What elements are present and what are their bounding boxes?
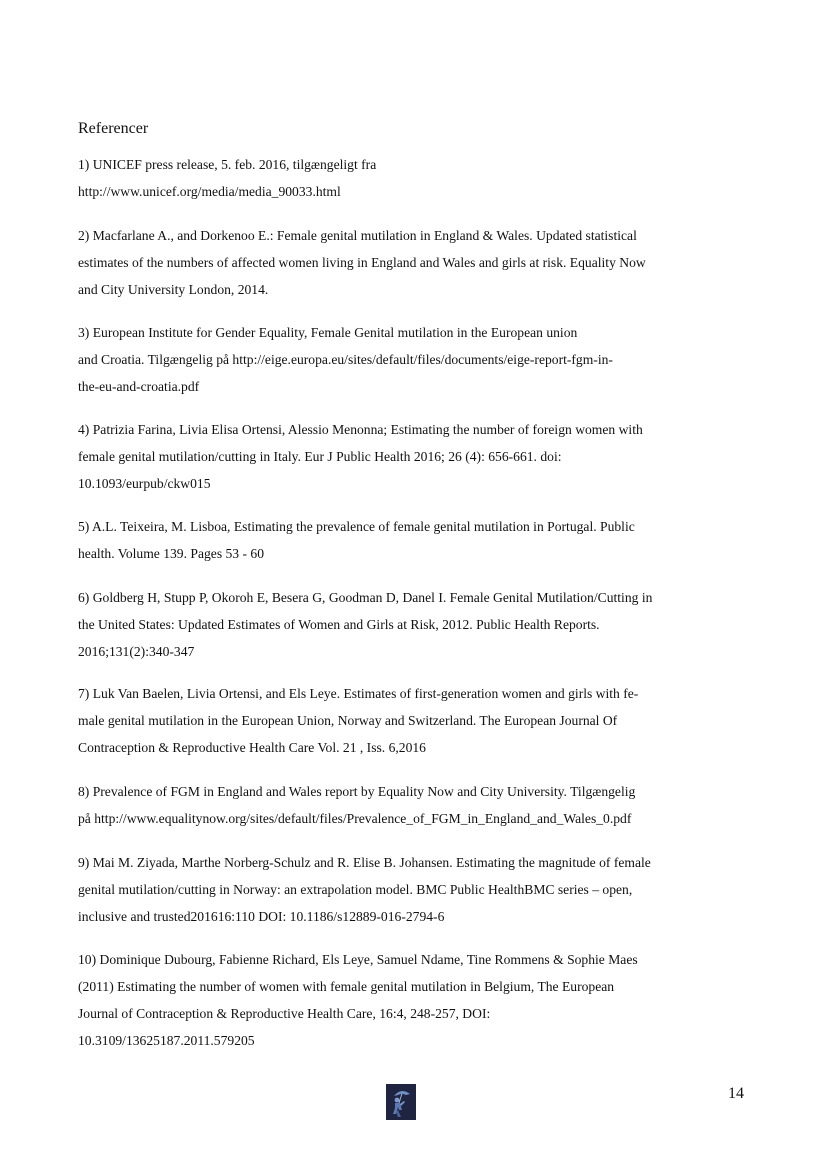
reference-line: 5) A.L. Teixeira, M. Lisboa, Estimating the prevalence of female genital mutilation in Portugal. Public xyxy=(78,519,635,534)
reference-line: 10.1093/eurpub/ckw015 xyxy=(78,476,211,491)
reference-line: female genital mutilation/cutting in Italy. Eur J Public Health 2016; 26 (4): 656-661. doi: xyxy=(78,449,562,464)
references-heading: Referencer xyxy=(78,120,149,137)
reference-line: genital mutilation/cutting in Norway: an extrapolation model. BMC Public HealthBMC series – open, xyxy=(78,882,633,897)
reference-line: 7) Luk Van Baelen, Livia Ortensi, and Els Leye. Estimates of first-generation women and girls with fe- xyxy=(78,686,639,701)
reference-item-3 xyxy=(78,319,758,400)
reference-line: 9) Mai M. Ziyada, Marthe Norberg-Schulz and R. Elise B. Johansen. Estimating the magnitude of female xyxy=(78,855,651,870)
reference-line: inclusive and trusted201616:110 DOI: 10.1186/s12889-016-2794-6 xyxy=(78,909,445,924)
reference-link[interactable]: http://www.unicef.org/media/media_90033.html xyxy=(78,184,341,199)
reference-item-6 xyxy=(78,584,758,665)
reference-line: 6) Goldberg H, Stupp P, Okoroh E, Besera G, Goodman D, Danel I. Female Genital Mutilation/Cutting in xyxy=(78,590,653,605)
reference-line: health. Volume 139. Pages 53 - 60 xyxy=(78,546,265,561)
reference-item-10 xyxy=(78,946,758,1054)
reference-item-4 xyxy=(78,416,758,497)
reference-link[interactable]: på http://www.equalitynow.org/sites/default/files/Prevalence_of_FGM_in_England_and_Wales_0.pdf xyxy=(78,811,632,826)
reference-line: 4) Patrizia Farina, Livia Elisa Ortensi, Alessio Menonna; Estimating the number of foreign women with xyxy=(78,422,643,437)
reference-line: male genital mutilation in the European Union, Norway and Switzerland. The European Journal Of xyxy=(78,713,618,728)
reference-line: 2) Macfarlane A., and Dorkenoo E.: Female genital mutilation in England & Wales. Updated statistical xyxy=(78,228,637,243)
reference-line: Contraception & Reproductive Health Care Vol. 21 , Iss. 6,2016 xyxy=(78,740,426,755)
reference-line: estimates of the numbers of affected women living in England and Wales and girls at risk. Equality Now xyxy=(78,255,646,270)
reference-line: 8) Prevalence of FGM in England and Wales report by Equality Now and City University. Tilgængelig xyxy=(78,784,636,799)
umbrella-figure-logo-icon xyxy=(386,1084,416,1120)
reference-item-1 xyxy=(78,151,758,205)
reference-line: (2011) Estimating the number of women with female genital mutilation in Belgium, The European xyxy=(78,979,615,994)
reference-item-2 xyxy=(78,222,758,303)
reference-line: the United States: Updated Estimates of Women and Girls at Risk, 2012. Public Health Reports. xyxy=(78,617,600,632)
reference-item-7 xyxy=(78,680,758,761)
page-number: 14 xyxy=(728,1085,744,1102)
reference-line: 1) UNICEF press release, 5. feb. 2016, tilgængeligt fra xyxy=(78,157,377,172)
reference-item-9 xyxy=(78,849,758,930)
reference-line: 2016;131(2):340-347 xyxy=(78,644,195,659)
reference-line[interactable]: and Croatia. Tilgængelig på http://eige.europa.eu/sites/default/files/documents/eige-report-fgm-in- xyxy=(78,352,613,367)
reference-item-5 xyxy=(78,513,758,567)
reference-line[interactable]: the-eu-and-croatia.pdf xyxy=(78,379,200,394)
reference-line: 10) Dominique Dubourg, Fabienne Richard, Els Leye, Samuel Ndame, Tine Rommens & Sophie Maes xyxy=(78,952,638,967)
reference-line: and City University London, 2014. xyxy=(78,282,269,297)
reference-line: 10.3109/13625187.2011.579205 xyxy=(78,1033,255,1048)
reference-item-8 xyxy=(78,778,758,832)
reference-line: 3) European Institute for Gender Equality, Female Genital mutilation in the European union xyxy=(78,325,578,340)
reference-line: Journal of Contraception & Reproductive Health Care, 16:4, 248-257, DOI: xyxy=(78,1006,491,1021)
page-footer xyxy=(0,1078,826,1128)
